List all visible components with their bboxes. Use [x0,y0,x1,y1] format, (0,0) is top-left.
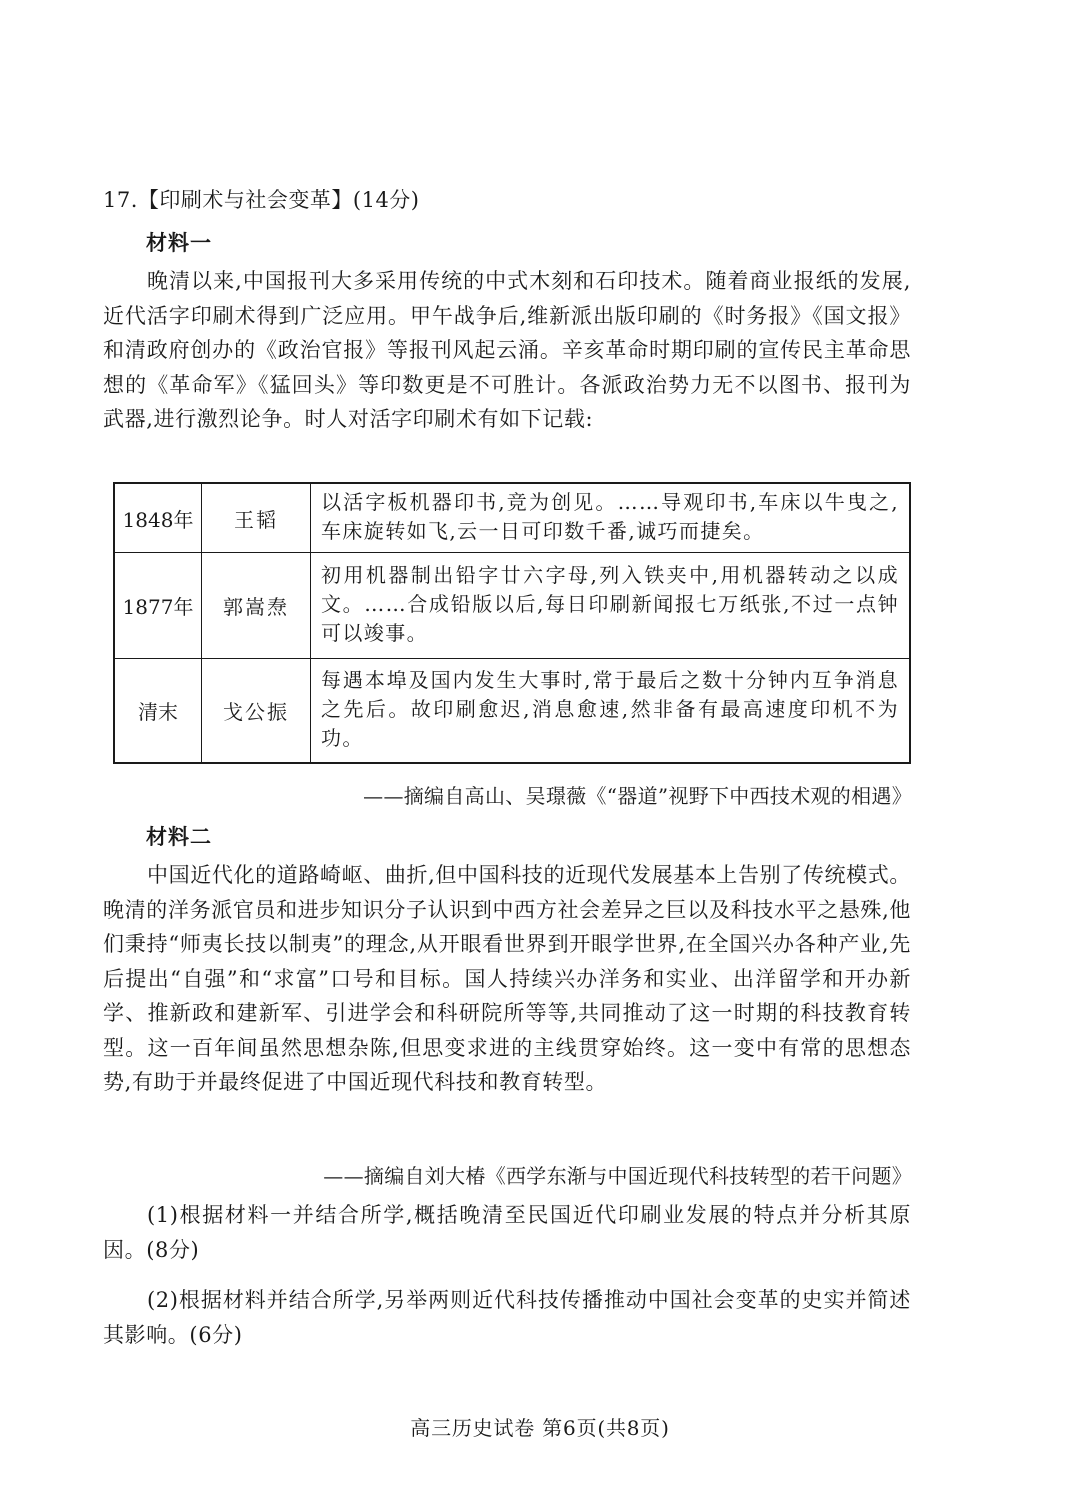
record-person: 郭嵩焘 [202,553,311,659]
record-quote: 初用机器制出铅字廿六字母,列入铁夹中,用机器转动之以成文。……合成铅版以后,每日印刷新闻报七万纸张,不过一点钟可以竣事。 [311,553,911,659]
record-year: 1848年 [114,483,202,553]
material1-paragraph: 晚清以来,中国报刊大多采用传统的中式木刻和石印技术。随着商业报纸的发展,近代活字印刷术得到广泛应用。甲午战争后,维新派出版印刷的《时务报》《国文报》和清政府创办的《政治官报》等报刊风起云涌。辛亥革命时期印刷的宣传民主革命思想的《革命军》《猛回头》等印数更是不可胜计。各派政治势力无不以图书、报刊为武器,进行激烈论争。时人对活字印刷术有如下记载: [103,269,911,431]
question-title: 17.【印刷术与社会变革】(14分) [103,188,420,212]
page-footer: 高三历史试卷 第6页(共8页) [410,1416,670,1440]
subquestion-2: (2)根据材料并结合所学,另举两则近代科技传播推动中国社会变革的史实并简述其影响。(6分) [103,1288,911,1347]
record-person: 戈公振 [202,659,311,763]
records-table [113,482,911,764]
record-quote: 以活字板机器印书,竞为创见。……导观印书,车床以牛曳之,车床旋转如飞,云一日可印数千番,诚巧而捷矣。 [311,483,911,553]
subquestion-1: (1)根据材料一并结合所学,概括晚清至民国近代印刷业发展的特点并分析其原因。(8分) [103,1203,911,1262]
table-row [114,659,910,763]
table-row [114,553,910,659]
record-year: 清末 [114,659,202,763]
record-quote: 每遇本埠及国内发生大事时,常于最后之数十分钟内互争消息之先后。故印刷愈迟,消息愈速,然非备有最高速度印机不为功。 [311,659,911,763]
material1-heading: 材料一 [146,231,212,255]
material2-source: ——摘编自刘大椿《西学东渐与中国近现代科技转型的若干问题》 [323,1164,912,1188]
material1-source: ——摘编自高山、吴璟薇《“器道”视野下中西技术观的相遇》 [363,784,912,808]
record-year: 1877年 [114,553,202,659]
record-person: 王韬 [202,483,311,553]
table-row [114,483,910,553]
material2-paragraph: 中国近代化的道路崎岖、曲折,但中国科技的近现代发展基本上告别了传统模式。晚清的洋务派官员和进步知识分子认识到中西方社会差异之巨以及科技水平之悬殊,他们秉持“师夷长技以制夷”的理念,从开眼看世界到开眼学世界,在全国兴办各种产业,先后提出“自强”和“求富”口号和目标。国人持续兴办洋务和实业、出洋留学和开办新学、推新政和建新军、引进学会和科研院所等等,共同推动了这一时期的科技教育转型。这一百年间虽然思想杂陈,但思变求进的主线贯穿始终。这一变中有常的思想态势,有助于并最终促进了中国近现代科技和教育转型。 [103,863,911,1094]
material2-heading: 材料二 [146,825,212,849]
